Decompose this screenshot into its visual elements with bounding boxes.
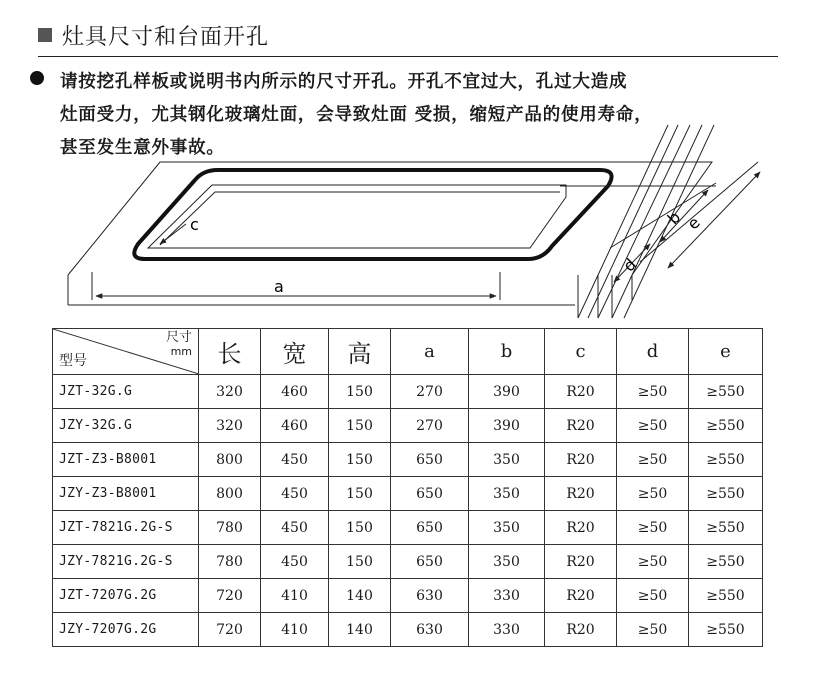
- table-row: [53, 579, 763, 613]
- value-cell: ≥550: [689, 579, 763, 613]
- value-cell: ≥50: [617, 511, 689, 545]
- value-cell: 390: [469, 375, 545, 409]
- table-row: [53, 443, 763, 477]
- value-cell: R20: [545, 409, 617, 443]
- value-cell: 330: [469, 579, 545, 613]
- value-cell: 780: [199, 511, 261, 545]
- value-cell: R20: [545, 375, 617, 409]
- model-cell: JZY-Z3-B8001: [53, 477, 199, 511]
- value-cell: R20: [545, 477, 617, 511]
- value-cell: 150: [329, 375, 391, 409]
- value-cell: R20: [545, 613, 617, 647]
- value-cell: 350: [469, 443, 545, 477]
- value-cell: 800: [199, 477, 261, 511]
- table-row: [53, 477, 763, 511]
- value-cell: R20: [545, 443, 617, 477]
- value-cell: 140: [329, 579, 391, 613]
- value-cell: 270: [391, 375, 469, 409]
- value-cell: 630: [391, 613, 469, 647]
- value-cell: 410: [261, 579, 329, 613]
- value-cell: R20: [545, 579, 617, 613]
- column-header: c: [545, 329, 617, 375]
- value-cell: ≥550: [689, 613, 763, 647]
- value-cell: 650: [391, 545, 469, 579]
- model-cell: JZT-32G.G: [53, 375, 199, 409]
- value-cell: ≥50: [617, 545, 689, 579]
- value-cell: 390: [469, 409, 545, 443]
- column-header: 高: [329, 329, 391, 375]
- column-header: d: [617, 329, 689, 375]
- column-header: e: [689, 329, 763, 375]
- value-cell: 140: [329, 613, 391, 647]
- value-cell: 720: [199, 613, 261, 647]
- value-cell: 450: [261, 477, 329, 511]
- table-row: [53, 409, 763, 443]
- value-cell: ≥50: [617, 477, 689, 511]
- column-header: 长: [199, 329, 261, 375]
- instruction-line: 甚至发生意外事故。: [60, 138, 225, 158]
- value-cell: 150: [329, 545, 391, 579]
- value-cell: 460: [261, 409, 329, 443]
- value-cell: 150: [329, 511, 391, 545]
- value-cell: 350: [469, 511, 545, 545]
- label-b: b: [663, 207, 685, 229]
- table-row: [53, 511, 763, 545]
- model-cell: JZT-Z3-B8001: [53, 443, 199, 477]
- corner-header: [53, 329, 199, 375]
- table-row: [53, 375, 763, 409]
- value-cell: 270: [391, 409, 469, 443]
- value-cell: 450: [261, 511, 329, 545]
- value-cell: ≥50: [617, 613, 689, 647]
- value-cell: R20: [545, 511, 617, 545]
- value-cell: ≥550: [689, 409, 763, 443]
- label-c: c: [190, 215, 199, 234]
- model-cell: JZT-7207G.2G: [53, 579, 199, 613]
- label-a: a: [274, 277, 284, 296]
- value-cell: ≥550: [689, 477, 763, 511]
- value-cell: ≥50: [617, 375, 689, 409]
- section-title: 灶具尺寸和台面开孔: [62, 25, 270, 50]
- value-cell: 650: [391, 443, 469, 477]
- table-row: [53, 545, 763, 579]
- value-cell: 320: [199, 375, 261, 409]
- corner-model-label: 型号: [59, 353, 87, 369]
- label-d: d: [619, 254, 641, 276]
- column-header: a: [391, 329, 469, 375]
- value-cell: 350: [469, 477, 545, 511]
- model-cell: JZT-7821G.2G-S: [53, 511, 199, 545]
- table-row: [53, 613, 763, 647]
- value-cell: 450: [261, 443, 329, 477]
- value-cell: 650: [391, 511, 469, 545]
- corner-dimension-label: 尺寸: [165, 330, 192, 345]
- value-cell: 320: [199, 409, 261, 443]
- value-cell: ≥50: [617, 443, 689, 477]
- spec-table: [52, 328, 763, 647]
- value-cell: 460: [261, 375, 329, 409]
- label-e: e: [683, 212, 704, 234]
- value-cell: 330: [469, 613, 545, 647]
- column-header: 宽: [261, 329, 329, 375]
- value-cell: ≥550: [689, 443, 763, 477]
- column-header: b: [469, 329, 545, 375]
- value-cell: ≥550: [689, 375, 763, 409]
- corner-unit-label: mm: [170, 345, 192, 358]
- value-cell: 150: [329, 443, 391, 477]
- model-cell: JZY-7821G.2G-S: [53, 545, 199, 579]
- value-cell: 650: [391, 477, 469, 511]
- table-header-row: [53, 329, 763, 375]
- value-cell: 410: [261, 613, 329, 647]
- instruction-line: 请按挖孔样板或说明书内所示的尺寸开孔。开孔不宜过大，孔过大造成: [60, 72, 628, 92]
- value-cell: ≥50: [617, 409, 689, 443]
- value-cell: 150: [329, 409, 391, 443]
- value-cell: 780: [199, 545, 261, 579]
- value-cell: R20: [545, 545, 617, 579]
- instruction-line: 灶面受力，尤其钢化玻璃灶面，会导致灶面 受损，缩短产品的使用寿命，: [60, 105, 653, 125]
- model-cell: JZY-32G.G: [53, 409, 199, 443]
- value-cell: 800: [199, 443, 261, 477]
- value-cell: ≥550: [689, 511, 763, 545]
- value-cell: ≥50: [617, 579, 689, 613]
- value-cell: 720: [199, 579, 261, 613]
- value-cell: ≥550: [689, 545, 763, 579]
- value-cell: 630: [391, 579, 469, 613]
- cutout-inner-edge: [148, 185, 566, 248]
- value-cell: 450: [261, 545, 329, 579]
- value-cell: 350: [469, 545, 545, 579]
- countertop-cutout-diagram: [0, 0, 820, 330]
- value-cell: 150: [329, 477, 391, 511]
- cutout-outline: [134, 170, 611, 259]
- model-cell: JZY-7207G.2G: [53, 613, 199, 647]
